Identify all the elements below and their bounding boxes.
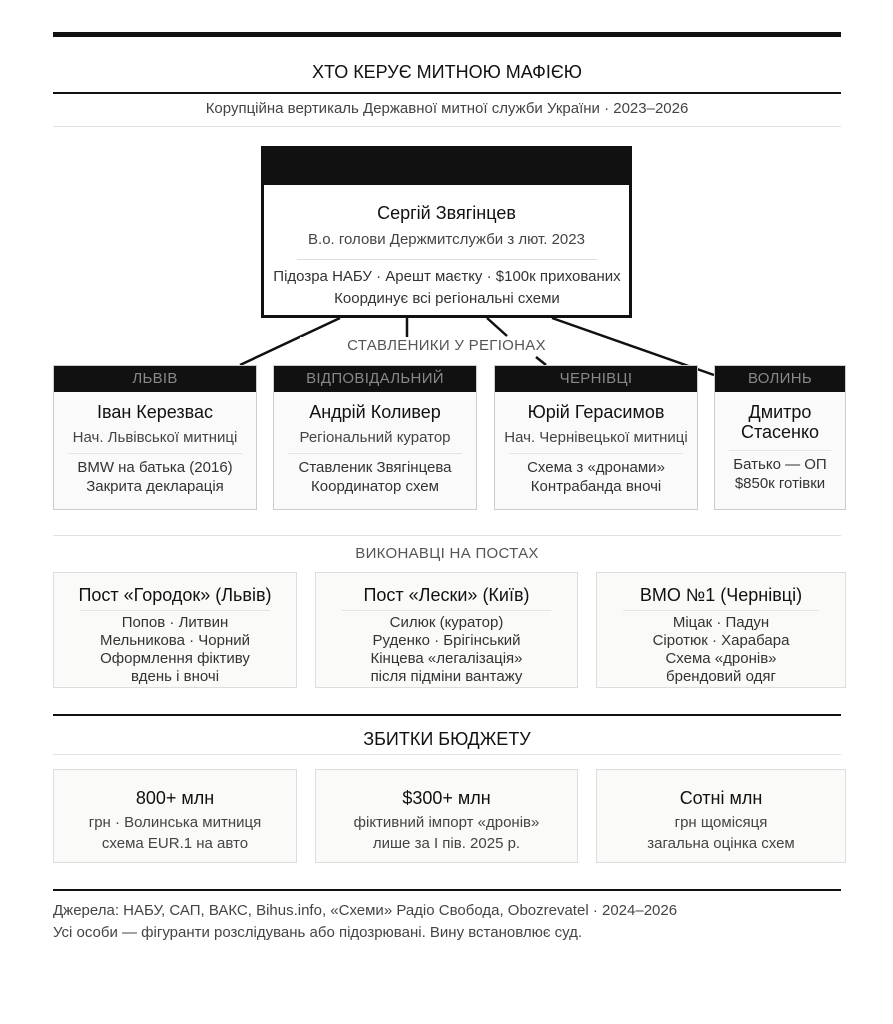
post-card-vmo1	[596, 572, 846, 688]
post-note: вдень і вночі	[130, 668, 220, 685]
connector-line-chernivtsi-end	[536, 357, 546, 365]
loss-card-drones	[315, 769, 578, 863]
region-divider	[288, 453, 462, 454]
loss-card-volyn	[53, 769, 297, 863]
post-card-lesky	[315, 572, 578, 688]
region-person-name: Юрій Герасимов	[527, 402, 665, 422]
region-divider	[729, 450, 831, 451]
loss-note: фіктивний імпорт «дронів»	[353, 814, 540, 831]
region-header: ЛЬВІВ	[54, 366, 256, 392]
footer-disclaimer: Усі особи — фігуранти розслідувань або підозрювані. Вину встановлює суд.	[53, 924, 583, 941]
region-note: $850к готівки	[734, 475, 826, 492]
post-note: Силюк (куратор)	[389, 614, 504, 631]
losses-rule	[53, 714, 841, 716]
region-person-role: Регіональний куратор	[299, 429, 451, 446]
loss-note: лише за І пів. 2025 р.	[372, 835, 521, 852]
regions-section-label: СТАВЛЕНИКИ У РЕГІОНАХ	[300, 337, 593, 354]
region-note: Контрабанда вночі	[530, 478, 662, 495]
posts-section-label: ВИКОНАВЦІ НА ПОСТАХ	[355, 545, 539, 562]
region-divider	[68, 453, 242, 454]
boss-role: В.о. голови Держмитслужби з лют. 2023	[308, 231, 585, 248]
region-header: ВІДПОВІДАЛЬНИЙ	[274, 366, 476, 392]
boss-name: Сергій Звягінцев	[377, 203, 516, 223]
boss-divider	[297, 259, 597, 260]
post-note: Міцак · Падун	[672, 614, 770, 631]
posts-rule	[53, 535, 841, 536]
region-card-chernivtsi	[494, 365, 698, 510]
post-note: Сіротюк · Харабара	[652, 632, 790, 649]
losses-title-rule	[53, 754, 841, 755]
region-note: BMW на батька (2016)	[77, 459, 233, 476]
losses-title: ЗБИТКИ БЮДЖЕТУ	[363, 729, 531, 749]
region-note: Батько — ОП	[733, 456, 827, 473]
post-divider	[623, 610, 819, 611]
loss-note: загальна оцінка схем	[647, 835, 795, 852]
page-subtitle: Корупційна вертикаль Державної митної служби України · 2023–2026	[205, 100, 689, 117]
region-note: Схема з «дронами»	[527, 459, 665, 476]
page-title: ХТО КЕРУЄ МИТНОЮ МАФІЄЮ	[312, 62, 582, 82]
footer-sources: Джерела: НАБУ, САП, ВАКС, Bihus.info, «Схеми» Радіо Свобода, Obozrevatel · 2024–2026	[53, 902, 678, 919]
boss-card	[261, 146, 632, 318]
region-card-volyn	[714, 365, 846, 510]
region-person-role: Нач. Львівської митниці	[72, 429, 238, 446]
boss-note: Координує всі регіональні схеми	[334, 290, 560, 307]
post-note: брендовий одяг	[666, 668, 776, 685]
post-note: Кінцева «легалізація»	[370, 650, 523, 667]
connector-line-chernivtsi	[487, 318, 507, 336]
region-person-name: Стасенко	[740, 422, 820, 442]
post-note: Попов · Литвин	[121, 614, 229, 631]
boss-card-header-bar	[264, 149, 629, 185]
post-name: Пост «Лески» (Київ)	[363, 585, 530, 605]
region-card-lviv	[53, 365, 257, 510]
post-note: після підміни вантажу	[370, 668, 523, 685]
loss-value: $300+ млн	[402, 788, 491, 808]
post-divider	[342, 610, 551, 611]
post-card-horodok	[53, 572, 297, 688]
boss-note: Підозра НАБУ · Арешт маєтку · $100к прихованих	[273, 268, 621, 285]
post-note: Руденко · Брігінський	[372, 632, 521, 649]
post-note: Оформлення фіктиву	[100, 650, 250, 667]
region-note: Ставленик Звягінцева	[298, 459, 452, 476]
post-divider	[80, 610, 270, 611]
post-name: ВМО №1 (Чернівці)	[639, 585, 803, 605]
region-divider	[509, 453, 683, 454]
post-note: Схема «дронів»	[665, 650, 777, 667]
region-card-responsible	[273, 365, 477, 510]
region-person-name: Іван Керезвас	[96, 402, 214, 422]
region-header: ЧЕРНІВЦІ	[495, 366, 697, 392]
region-person-role: Нач. Чернівецької митниці	[504, 429, 688, 446]
footer-rule	[53, 889, 841, 891]
post-name: Пост «Городок» (Львів)	[78, 585, 272, 605]
region-header: ВОЛИНЬ	[715, 366, 845, 392]
loss-card-total	[596, 769, 846, 863]
loss-note: схема EUR.1 на авто	[101, 835, 249, 852]
region-person-name: Андрій Коливер	[309, 402, 441, 422]
region-note: Координатор схем	[311, 478, 439, 495]
region-person-name: Дмитро	[748, 402, 812, 422]
region-note: Закрита декларація	[86, 478, 224, 495]
loss-note: грн щомісяця	[674, 814, 768, 831]
loss-value: Сотні млн	[679, 788, 763, 808]
loss-value: 800+ млн	[135, 788, 215, 808]
loss-note: грн · Волинська митниця	[88, 814, 262, 831]
post-note: Мельникова · Чорний	[99, 632, 250, 649]
